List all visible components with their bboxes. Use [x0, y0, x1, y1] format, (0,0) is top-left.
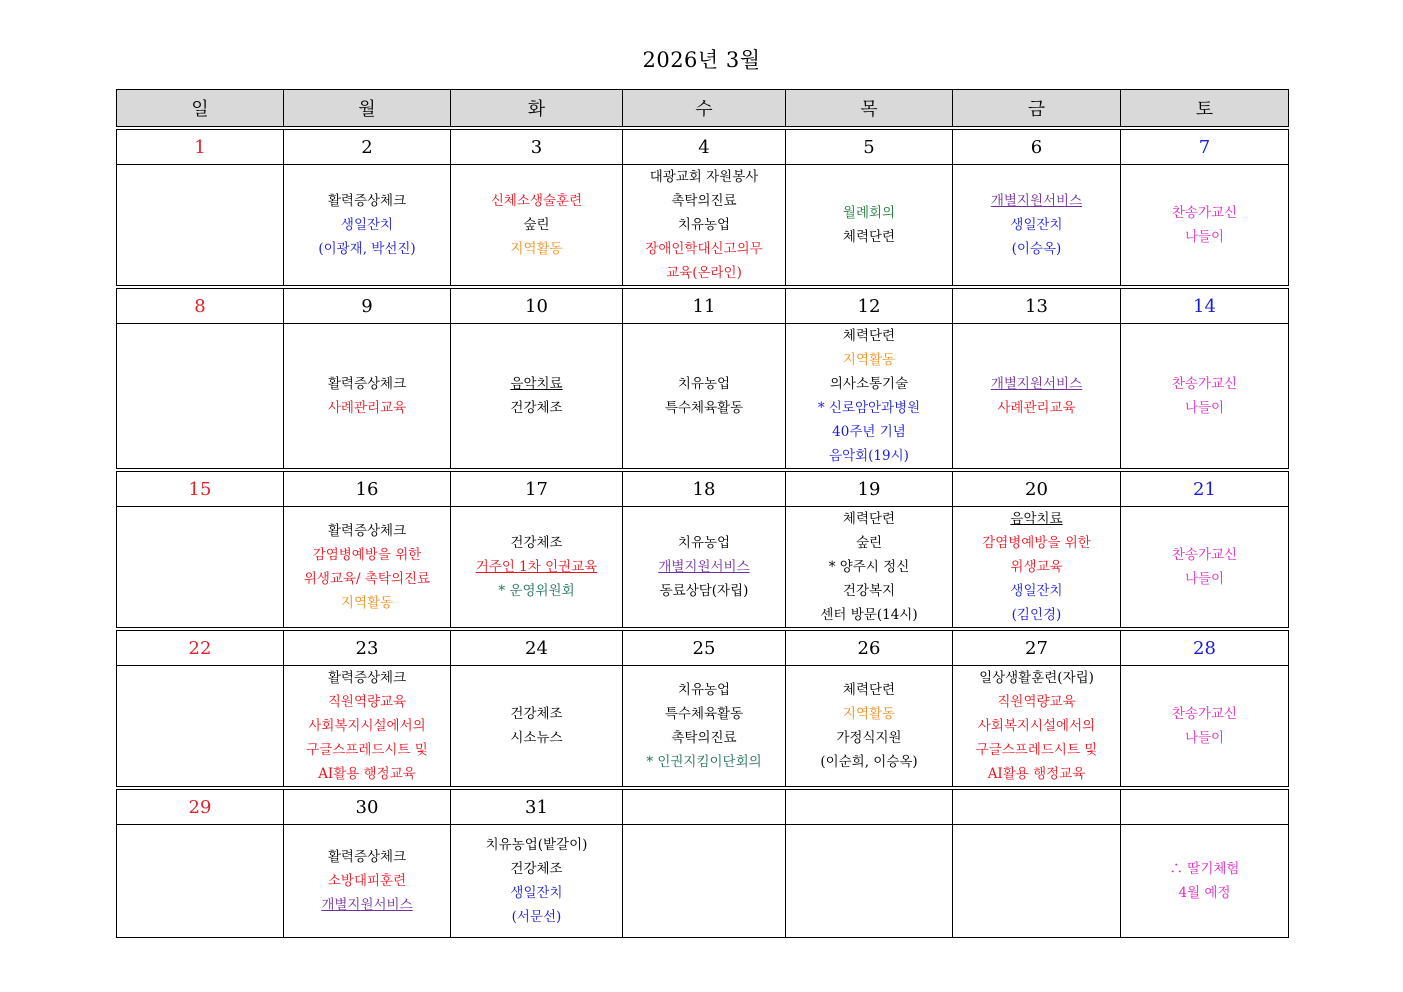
day-events-cell [284, 165, 451, 286]
day-events-cell [284, 666, 451, 787]
day-events-cell [953, 507, 1121, 628]
day-events-cell [623, 507, 786, 628]
event-item: AI활용 행정교육 [318, 766, 416, 782]
day-number-row [117, 289, 1289, 324]
day-events-cell [117, 825, 284, 938]
day-number [953, 790, 1121, 825]
event-item: 위생교육/ 촉탁의진료 [303, 571, 431, 587]
event-item: 활력증상체크 [327, 670, 407, 686]
event-item: (이순희, 이승옥) [820, 754, 918, 770]
events-row [117, 165, 1289, 286]
day-events-cell [1121, 666, 1289, 787]
event-item: 가정식지원 [836, 730, 902, 746]
calendar-body [117, 127, 1289, 938]
event-item: 사회복지시설에서의 [977, 718, 1096, 734]
event-item: 음악치료 [510, 376, 563, 392]
event-item: 음악치료 [1010, 511, 1063, 527]
event-item: 의사소통기술 [829, 376, 909, 392]
event-item: 지역활동 [842, 352, 896, 368]
day-number-row [117, 790, 1289, 825]
event-item: 찬송가교신 [1171, 547, 1238, 563]
day-events-cell [623, 324, 786, 469]
weekday-thursday: 목 [786, 90, 953, 127]
event-item: * 양주시 정신 [828, 559, 910, 575]
event-item: 사례관리교육 [327, 400, 407, 416]
event-item: 생일잔치 [510, 885, 563, 901]
calendar-title: 2026년 3월 [642, 48, 761, 72]
day-number: 18 [623, 472, 786, 507]
event-item: 지역활동 [340, 595, 394, 611]
event-item: 치유농업 [677, 682, 731, 698]
event-item: 개별지원서비스 [990, 376, 1083, 392]
day-number: 13 [953, 289, 1121, 324]
day-events-cell [786, 507, 953, 628]
event-item: 건강체조 [510, 706, 563, 722]
event-item: 개별지원서비스 [658, 559, 750, 575]
event-item: 촉탁의진료 [671, 730, 737, 746]
day-number: 12 [786, 289, 953, 324]
event-item: 건강체조 [510, 535, 563, 551]
event-item: 건강복지 [842, 583, 896, 599]
event-item: 숲린 [523, 217, 550, 233]
day-events-cell [117, 666, 284, 787]
event-item: 사회복지시설에서의 [308, 718, 426, 734]
day-number: 3 [451, 130, 623, 165]
day-number: 16 [284, 472, 451, 507]
event-item: 활력증상체크 [327, 849, 407, 865]
event-item: 건강체조 [510, 861, 563, 877]
day-events-cell [117, 324, 284, 469]
event-item: 센터 방문(14시) [820, 607, 918, 623]
weekday-monday: 월 [284, 90, 451, 127]
event-item: 교육(온라인) [666, 265, 742, 281]
weekday-friday: 금 [953, 90, 1121, 127]
event-item: ∴ 딸기체험 [1169, 861, 1240, 877]
event-item: 40주년 기념 [832, 424, 906, 440]
weekday-header-row [117, 90, 1289, 127]
day-events-cell [953, 165, 1121, 286]
day-number: 26 [786, 631, 953, 666]
event-item: 생일잔치 [340, 217, 394, 233]
event-item: 생일잔치 [1010, 583, 1063, 599]
event-item: 나들이 [1184, 730, 1225, 746]
day-number: 27 [953, 631, 1121, 666]
event-item: AI활용 행정교육 [987, 766, 1086, 782]
event-item: 개별지원서비스 [990, 193, 1083, 209]
day-events-cell [451, 666, 623, 787]
day-number: 5 [786, 130, 953, 165]
event-item: 활력증상체크 [327, 376, 407, 392]
event-item: 나들이 [1184, 229, 1225, 245]
event-item: 특수체육활동 [664, 400, 744, 416]
day-events-cell [1121, 507, 1289, 628]
day-number-row [117, 472, 1289, 507]
event-item: 직원역량교육 [997, 694, 1076, 710]
weekday-sunday: 일 [117, 90, 284, 127]
event-item: (이광재, 박선진) [318, 241, 416, 257]
day-number: 24 [451, 631, 623, 666]
events-row [117, 324, 1289, 469]
day-number: 15 [117, 472, 284, 507]
day-number [1121, 790, 1289, 825]
day-number [786, 790, 953, 825]
event-item: 나들이 [1184, 571, 1225, 587]
day-number: 14 [1121, 289, 1289, 324]
day-events-cell [451, 507, 623, 628]
event-item: 위생교육 [1010, 559, 1063, 575]
day-events-cell [1121, 324, 1289, 469]
event-item: 4월 예정 [1178, 885, 1231, 901]
event-item: 찬송가교신 [1171, 376, 1238, 392]
day-events-cell [117, 165, 284, 286]
event-item: 치유농업 [677, 217, 731, 233]
weekday-saturday: 토 [1121, 90, 1289, 127]
event-item: 찬송가교신 [1171, 706, 1238, 722]
event-item: 활력증상체크 [327, 193, 407, 209]
event-item: * 운영위원회 [498, 583, 575, 599]
day-number: 21 [1121, 472, 1289, 507]
event-item: 치유농업 [677, 376, 731, 392]
day-events-cell [1121, 165, 1289, 286]
day-events-cell [451, 165, 623, 286]
day-events-cell [953, 666, 1121, 787]
event-item: 개별지원서비스 [321, 897, 413, 913]
event-item: 감염병예방을 위한 [312, 547, 422, 563]
day-events-cell [284, 324, 451, 469]
day-events-cell [623, 165, 786, 286]
event-item: 시소뉴스 [510, 730, 563, 746]
event-item: * 신로암안과병원 [817, 400, 921, 416]
day-events-cell [786, 825, 953, 938]
event-item: 특수체육활동 [664, 706, 744, 722]
events-row [117, 507, 1289, 628]
day-events-cell [451, 324, 623, 469]
day-number: 6 [953, 130, 1121, 165]
event-item: 찬송가교신 [1171, 205, 1238, 221]
day-number-row [117, 130, 1289, 165]
event-item: (이승옥) [1011, 241, 1062, 257]
day-events-cell [786, 666, 953, 787]
day-number [623, 790, 786, 825]
day-number: 22 [117, 631, 284, 666]
event-item: 직원역량교육 [327, 694, 407, 710]
event-item: 구글스프레드시트 및 [975, 742, 1098, 758]
event-item: 거주인 1차 인권교육 [475, 559, 598, 575]
day-number: 29 [117, 790, 284, 825]
day-number: 31 [451, 790, 623, 825]
event-item: 치유농업(밭갈이) [485, 837, 588, 853]
event-item: * 인권지킴이단회의 [646, 754, 762, 770]
event-item: 체력단련 [842, 328, 896, 344]
day-number: 17 [451, 472, 623, 507]
event-item: 소방대피훈련 [327, 873, 407, 889]
event-item: 장애인학대신고의무 [645, 241, 763, 257]
event-item: 숲린 [855, 535, 883, 551]
weekday-wednesday: 수 [623, 90, 786, 127]
day-events-cell [1121, 825, 1289, 938]
weekday-tuesday: 화 [451, 90, 623, 127]
day-number-row [117, 631, 1289, 666]
day-number: 9 [284, 289, 451, 324]
event-item: 생일잔치 [1010, 217, 1063, 233]
day-events-cell [786, 324, 953, 469]
day-events-cell [117, 507, 284, 628]
day-number: 7 [1121, 130, 1289, 165]
day-events-cell [623, 666, 786, 787]
event-item: 사례관리교육 [997, 400, 1076, 416]
event-item: 구글스프레드시트 및 [306, 742, 428, 758]
day-events-cell [284, 825, 451, 938]
day-number: 4 [623, 130, 786, 165]
event-item: 치유농업 [677, 535, 731, 551]
event-item: 촉탁의진료 [671, 193, 737, 209]
day-events-cell [953, 825, 1121, 938]
event-item: 음악회(19시) [829, 448, 909, 464]
event-item: 건강체조 [510, 400, 563, 416]
day-events-cell [623, 825, 786, 938]
event-item: 체력단련 [842, 682, 896, 698]
day-number: 20 [953, 472, 1121, 507]
day-number: 19 [786, 472, 953, 507]
day-events-cell [284, 507, 451, 628]
monthly-calendar [116, 89, 1289, 938]
event-item: (김인경) [1011, 607, 1062, 623]
day-events-cell [786, 165, 953, 286]
day-number: 25 [623, 631, 786, 666]
day-number: 30 [284, 790, 451, 825]
event-item: 일상생활훈련(자립) [979, 670, 1094, 686]
day-number: 11 [623, 289, 786, 324]
event-item: 신체소생술훈련 [490, 193, 583, 209]
event-item: 체력단련 [842, 229, 896, 245]
event-item: 나들이 [1184, 400, 1225, 416]
day-number: 2 [284, 130, 451, 165]
events-row [117, 825, 1289, 938]
event-item: 지역활동 [842, 706, 896, 722]
day-number: 10 [451, 289, 623, 324]
event-item: 체력단련 [842, 511, 896, 527]
day-events-cell [451, 825, 623, 938]
event-item: 활력증상체크 [327, 523, 407, 539]
event-item: 감염병예방을 위한 [982, 535, 1091, 551]
event-item: 동료상담(자립) [659, 583, 749, 599]
day-number: 23 [284, 631, 451, 666]
day-number: 28 [1121, 631, 1289, 666]
day-number: 1 [117, 130, 284, 165]
events-row [117, 666, 1289, 787]
event-item: 지역활동 [510, 241, 563, 257]
event-item: 월례회의 [842, 205, 896, 221]
day-number: 8 [117, 289, 284, 324]
event-item: (서문선) [511, 909, 562, 925]
day-events-cell [953, 324, 1121, 469]
event-item: 대광교회 자원봉사 [649, 169, 759, 185]
